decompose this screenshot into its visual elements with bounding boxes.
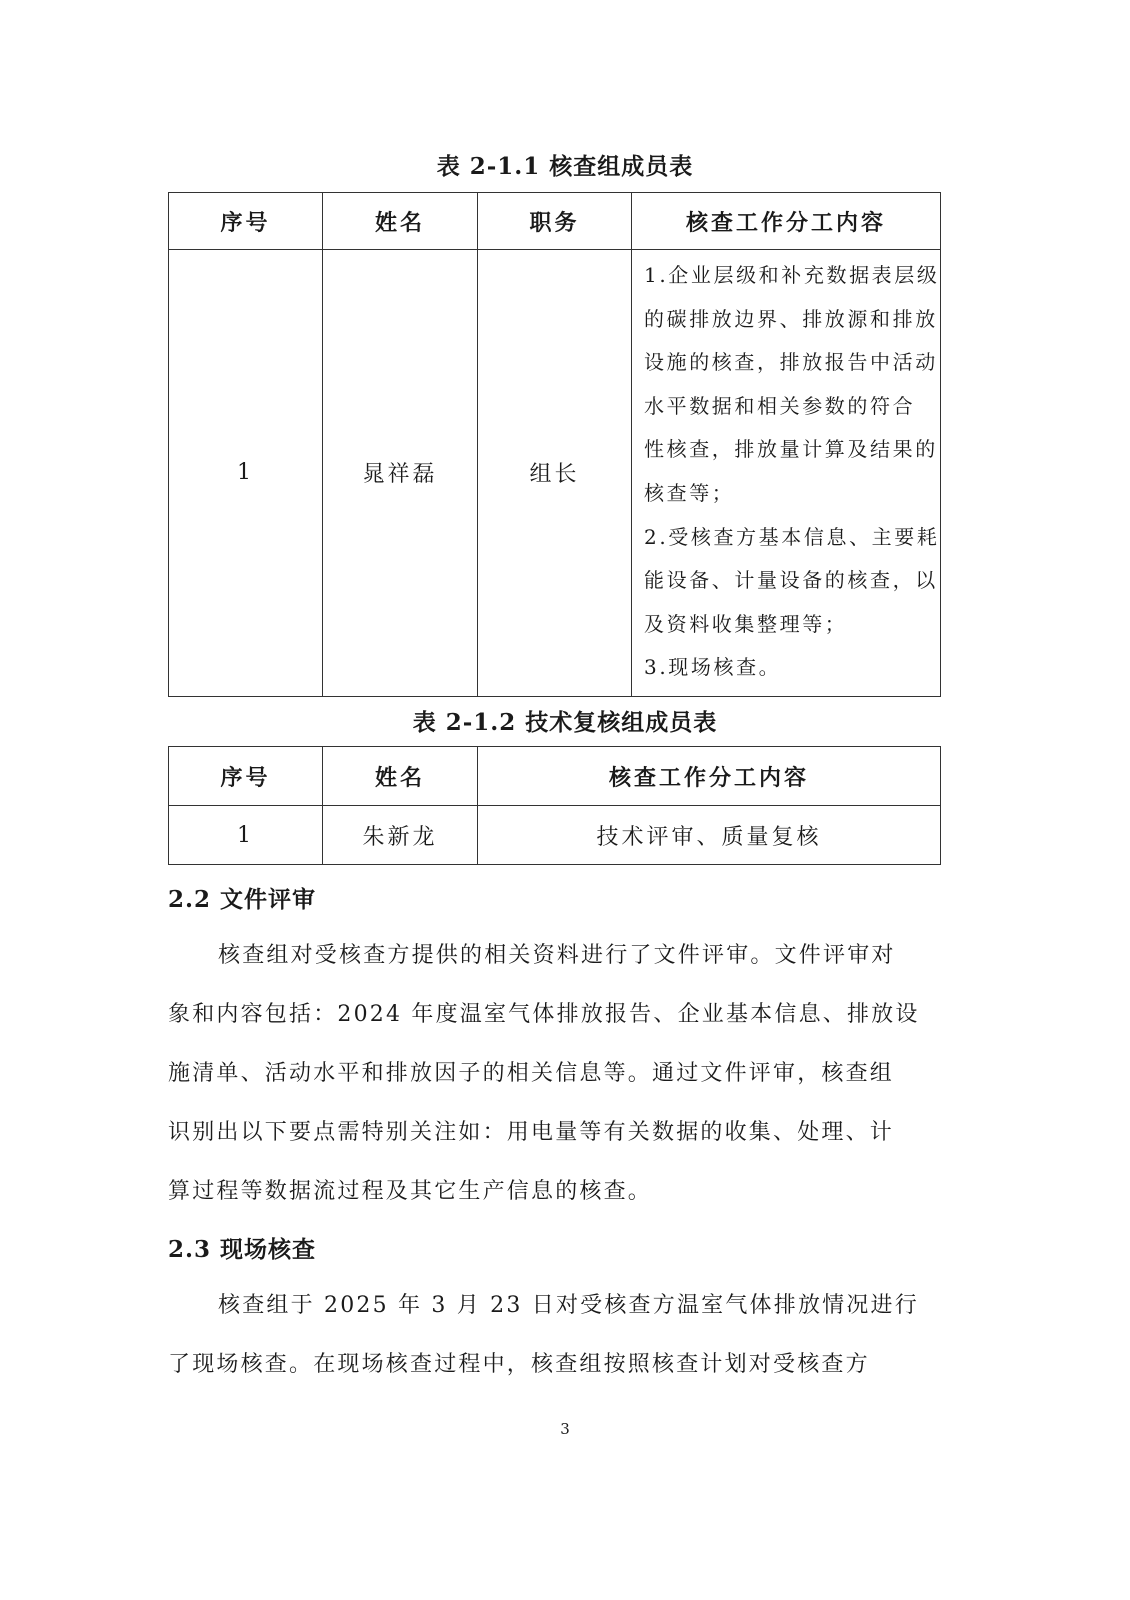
table-header-row bbox=[169, 747, 941, 806]
table2-caption: 表 2-1.2 技术复核组成员表 bbox=[412, 709, 718, 736]
table-row bbox=[169, 250, 941, 697]
header-seq: 序号 bbox=[169, 193, 323, 250]
duty-line: 1.企业层级和补充数据表层级 bbox=[644, 263, 940, 287]
section-heading-2-2: 2.2 文件评审 bbox=[168, 886, 317, 913]
cell-name: 朱新龙 bbox=[323, 806, 478, 865]
duty-line: 核查等； bbox=[644, 480, 735, 505]
paragraph-line: 核查组对受核查方提供的相关资料进行了文件评审。文件评审对 bbox=[218, 943, 896, 968]
duty-line: 及资料收集整理等； bbox=[644, 611, 848, 636]
paragraph-line: 施清单、活动水平和排放因子的相关信息等。通过文件评审，核查组 bbox=[168, 1061, 895, 1086]
table-header-row bbox=[169, 193, 941, 250]
paragraph-line: 算过程等数据流过程及其它生产信息的核查。 bbox=[168, 1179, 653, 1204]
duty-line: 能设备、计量设备的核查，以 bbox=[644, 568, 938, 593]
header-duty: 核查工作分工内容 bbox=[478, 747, 941, 806]
paragraph-line: 了现场核查。在现场核查过程中，核查组按照核查计划对受核查方 bbox=[168, 1352, 870, 1377]
paragraph-line: 识别出以下要点需特别关注如：用电量等有关数据的收集、处理、计 bbox=[168, 1120, 895, 1145]
cell-duty: 技术评审、质量复核 bbox=[478, 806, 941, 865]
paragraph-line: 核查组于 2025 年 3 月 23 日对受核查方温室气体排放情况进行 bbox=[218, 1293, 919, 1318]
header-name: 姓名 bbox=[323, 193, 478, 250]
page-number: 3 bbox=[560, 1420, 570, 1438]
table-row bbox=[169, 806, 941, 865]
duty-line: 2.受核查方基本信息、主要耗 bbox=[644, 524, 940, 549]
header-seq: 序号 bbox=[169, 747, 323, 806]
cell-duty bbox=[632, 250, 941, 697]
duty-line: 的碳排放边界、排放源和排放 bbox=[644, 306, 938, 331]
header-position: 职务 bbox=[478, 193, 632, 250]
paragraph-line: 象和内容包括：2024 年度温室气体排放报告、企业基本信息、排放设 bbox=[168, 1002, 920, 1027]
header-duty: 核查工作分工内容 bbox=[632, 193, 941, 250]
cell-seq: 1 bbox=[169, 806, 323, 865]
technical-review-table bbox=[168, 746, 941, 865]
cell-position: 组长 bbox=[478, 250, 632, 697]
section-heading-2-3: 2.3 现场核查 bbox=[168, 1236, 317, 1263]
cell-seq: 1 bbox=[169, 250, 323, 697]
duty-line: 3.现场核查。 bbox=[644, 655, 782, 680]
inspection-team-table bbox=[168, 192, 941, 697]
table1-caption: 表 2-1.1 核查组成员表 bbox=[436, 153, 694, 180]
duty-line: 设施的核查，排放报告中活动 bbox=[644, 350, 938, 375]
duty-line: 水平数据和相关参数的符合 bbox=[644, 393, 916, 418]
header-name: 姓名 bbox=[323, 747, 478, 806]
cell-name: 晁祥磊 bbox=[323, 250, 478, 697]
duty-line: 性核查，排放量计算及结果的 bbox=[644, 437, 938, 462]
